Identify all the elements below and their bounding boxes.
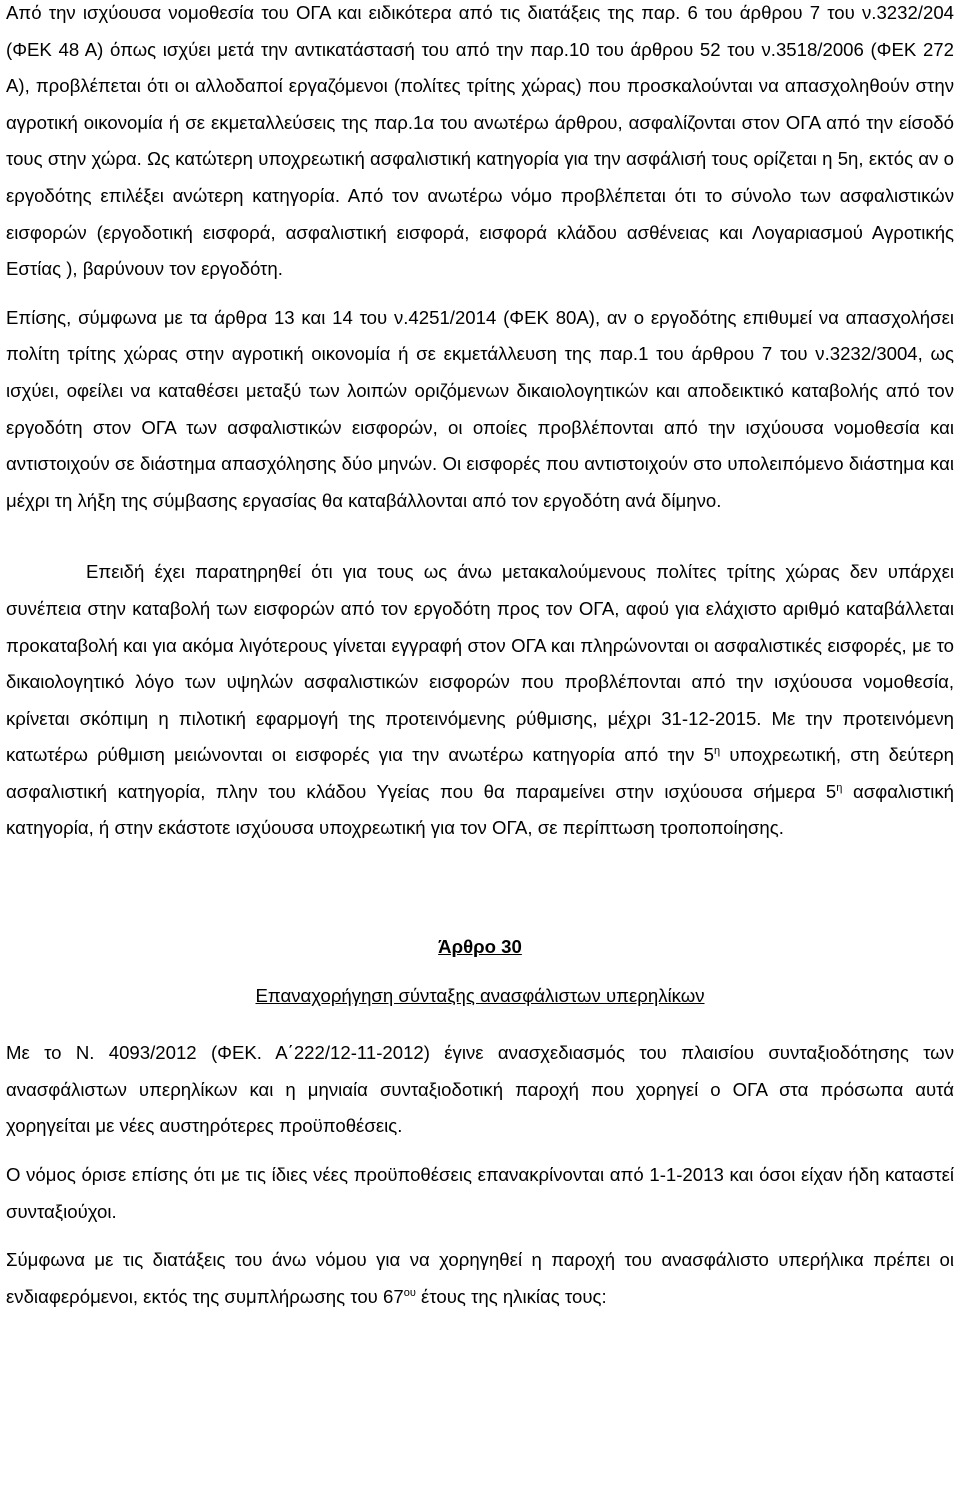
paragraph-pilot-regulation [6, 554, 954, 847]
text-span: Σύμφωνα με τις διατάξεις του άνω νόμου για να χορηγηθεί η παροχή του ανασφάλιστο υπερήλικα πρέπει οι ενδιαφερόμενοι, εκτός της συμπλήρωσης του 67 [6, 1249, 954, 1307]
article-title: Άρθρο 30 [438, 936, 522, 958]
paragraph-law-4093: Με το Ν. 4093/2012 (ΦΕΚ. Α΄222/12-11-2012) έγινε ανασχεδιασμός του πλαισίου συνταξιοδότησης των ανασφάλιστων υπερηλίκων και η μηνιαία συνταξιοδοτική παροχή που χορηγεί ο ΟΓΑ στα πρόσωπα αυτά χορηγείται με νέες αυστηρότερες προϋποθέσεις. [6, 1042, 954, 1137]
superscript: ου [403, 1286, 416, 1299]
superscript: η [714, 745, 721, 758]
text-span: έτους της ηλικίας τους: [415, 1285, 607, 1307]
text-span: Επειδή έχει παρατηρηθεί ότι για τους ως άνω μετακαλούμενους πολίτες τρίτης χώρας δεν υπάρχει συνέπεια στην καταβολή των εισφορών από τον εργοδότη προς τον ΟΓΑ, αφού για ελάχιστο αριθμό καταβάλλεται προκαταβολή και για ακόμα λιγότερους γίνεται εγγραφή στον ΟΓΑ και πληρώνονται οι ασφαλιστικές εισφορές, με το δικαιολογητικό λόγο των υψηλών ασφαλιστικών εισφορών που προβλέπονται από την ισχύουσα νομοθεσία, κρίνεται σκόπιμη η πιλοτική εφαρμογή της προτεινόμενης ρύθμισης, μέχρι 31-12-2015. Με την προτεινόμενη κατωτέρω ρύθμιση μειώνονται οι εισφορές για την ανωτέρω κατηγορία από την 5 [6, 561, 954, 766]
text-span: υποχρεωτική, στη δεύτερη ασφαλιστική κατηγορία, πλην του κλάδου Υγείας που θα παραμείνει στην ισχύουσα σήμερα 5 [6, 744, 954, 802]
paragraph-reassessment: Ο νόμος όρισε επίσης ότι με τις ίδιες νέες προϋποθέσεις επανακρίνονται από 1-1-2013 και όσοι είχαν ήδη καταστεί συνταξιούχοι. [6, 1164, 954, 1222]
text-span: ασφαλιστική κατηγορία, ή στην εκάστοτε ισχύουσα υποχρεωτική για τον ΟΓΑ, σε περίπτωση τροποποίησης. [6, 780, 954, 839]
superscript: η [836, 781, 843, 794]
paragraph-oga-legislation: Από την ισχύουσα νομοθεσία του ΟΓΑ και ειδικότερα από τις διατάξεις της παρ. 6 του άρθρου 7 του ν.3232/204 (ΦΕΚ 48 Α) όπως ισχύει μετά την αντικατάστασή του από την παρ.10 του άρθρου 52 του ν.3518/2006 (ΦΕΚ 272 Α), προβλέπεται ότι οι αλλοδαποί εργαζόμενοι (πολίτες τρίτης χώρας) που προσκαλούνται να απασχοληθούν στην αγροτική οικονομία ή σε εκμεταλλεύσεις της παρ.1α του ανωτέρω άρθρου, ασφαλίζονται στον ΟΓΑ από την είσοδό τους στην χώρα. Ως κατώτερη υποχρεωτική ασφαλιστική κατηγορία για την ασφάλισή τους ορίζεται η 5η, εκτός αν ο εργοδότης επιλέξει ανώτερη κατηγορία. Από τον ανωτέρω νόμο προβλέπεται ότι το σύνολο των ασφαλιστικών εισφορών (εργοδοτική εισφορά, ασφαλιστική εισφορά, εισφορά κλάδου ασθένειας και Λογαριασμού Αγροτικής Εστίας ), βαρύνουν τον εργοδότη. [6, 2, 954, 280]
article-subtitle: Επαναχορήγηση σύνταξης ανασφάλιστων υπερηλίκων [255, 984, 705, 1006]
paragraph-law-4251: Επίσης, σύμφωνα με τα άρθρα 13 και 14 του ν.4251/2014 (ΦΕΚ 80Α), αν ο εργοδότης επιθυμεί να απασχολήσει πολίτη τρίτης χώρας στην αγροτική οικονομία ή σε εκμετάλλευση της παρ.1 του άρθρου 7 του ν.3232/3004, ως ισχύει, οφείλει να καταθέσει μεταξύ των λοιπών οριζόμενων δικαιολογητικών και αποδεικτικό καταβολής από τον εργοδότη στον ΟΓΑ των ασφαλιστικών εισφορών, οι οποίες προβλέπονται από την ισχύουσα νομοθεσία και αντιστοιχούν σε διάστημα απασχόλησης δύο μηνών. Οι εισφορές που αντιστοιχούν στο υπολειπόμενο διάστημα και μέχρι τη λήξη της σύμβασης εργασίας θα καταβάλλονται από τον εργοδότη ανά δίμηνο. [6, 306, 954, 511]
paragraph-conditions [6, 1242, 954, 1315]
